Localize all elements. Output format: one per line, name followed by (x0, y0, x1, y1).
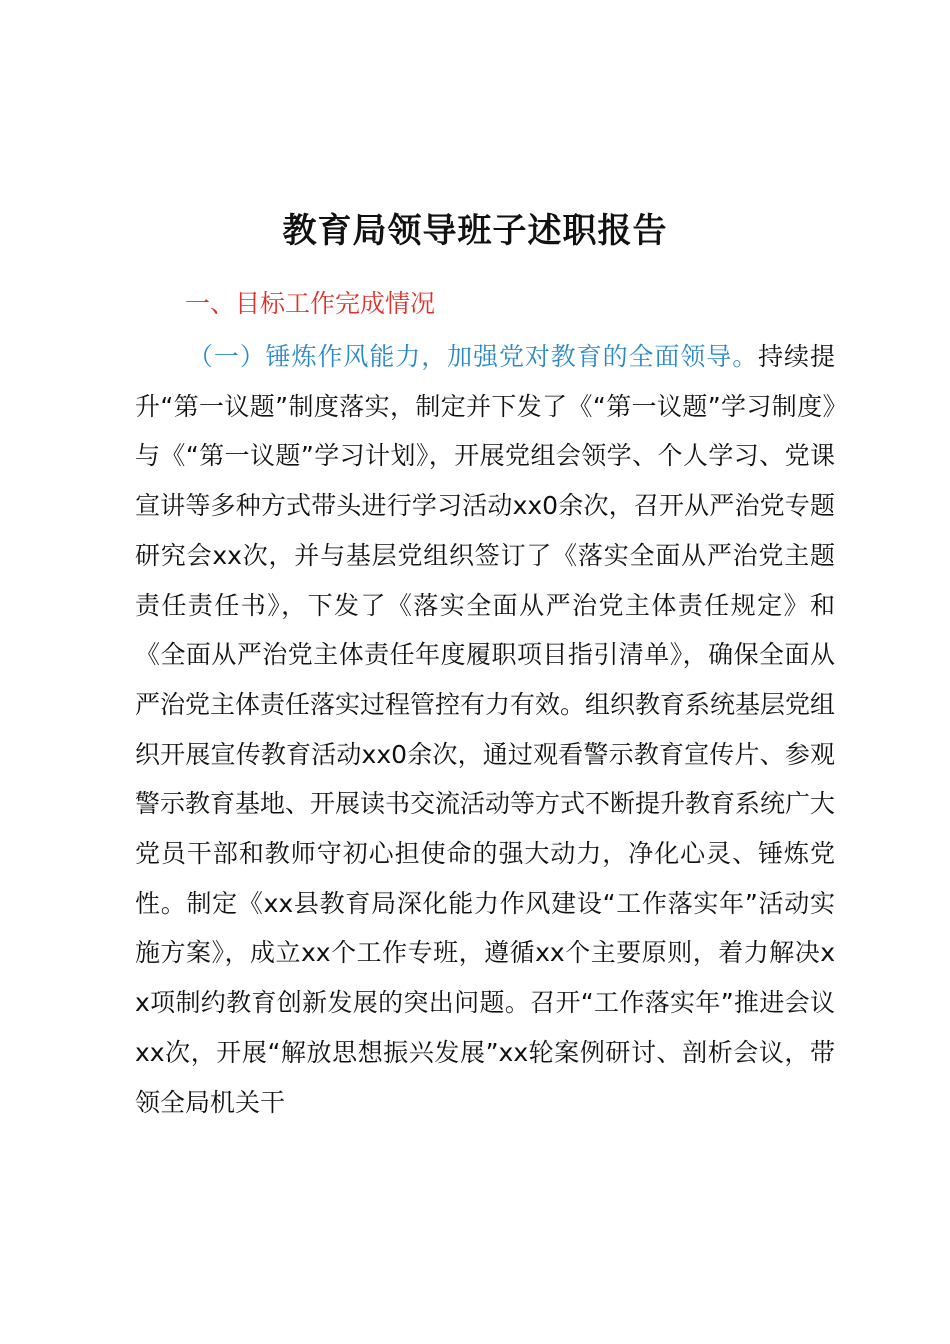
paragraph-text: 持续提升“第一议题”制度落实，制定并下发了《“第一议题”学习制度》与《“第一议题”学习计划》，开展党组会领学、个人学习、党课宣讲等多种方式带头进行学习活动xx0余次，召开从严治党专题研究会xx次，并与基层党组织签订了《落实全面从严治党主题责任责任书》，下发了《落实全面从严治党主体责任规定》和《全面从严治党主体责任年度履职项目指引清单》，确保全面从严治党主体责任落实过程管控有力有效。组织教育系统基层党组织开展宣传教育活动xx0余次，通过观看警示教育宣传片、参观警示教育基地、开展读书交流活动等方式不断提升教育系统广大党员干部和教师守初心担使命的强大动力，净化心灵、锤炼党性。制定《xx县教育局深化能力作风建设“工作落实年”活动实施方案》，成立xx个工作专班，遵循xx个主要原则，着力解决xx项制约教育创新发展的突出问题。召开“工作落实年”推进会议xx次，开展“解放思想振兴发展”xx轮案例研讨、剖析会议，带领全局机关干 (135, 342, 836, 1117)
subsection-heading: （一）锤炼作风能力，加强党对教育的全面领导。 (187, 342, 759, 371)
document-title: 教育局领导班子述职报告 (282, 211, 668, 251)
section-heading: 一、目标工作完成情况 (185, 289, 436, 318)
body-paragraph (135, 332, 835, 1127)
